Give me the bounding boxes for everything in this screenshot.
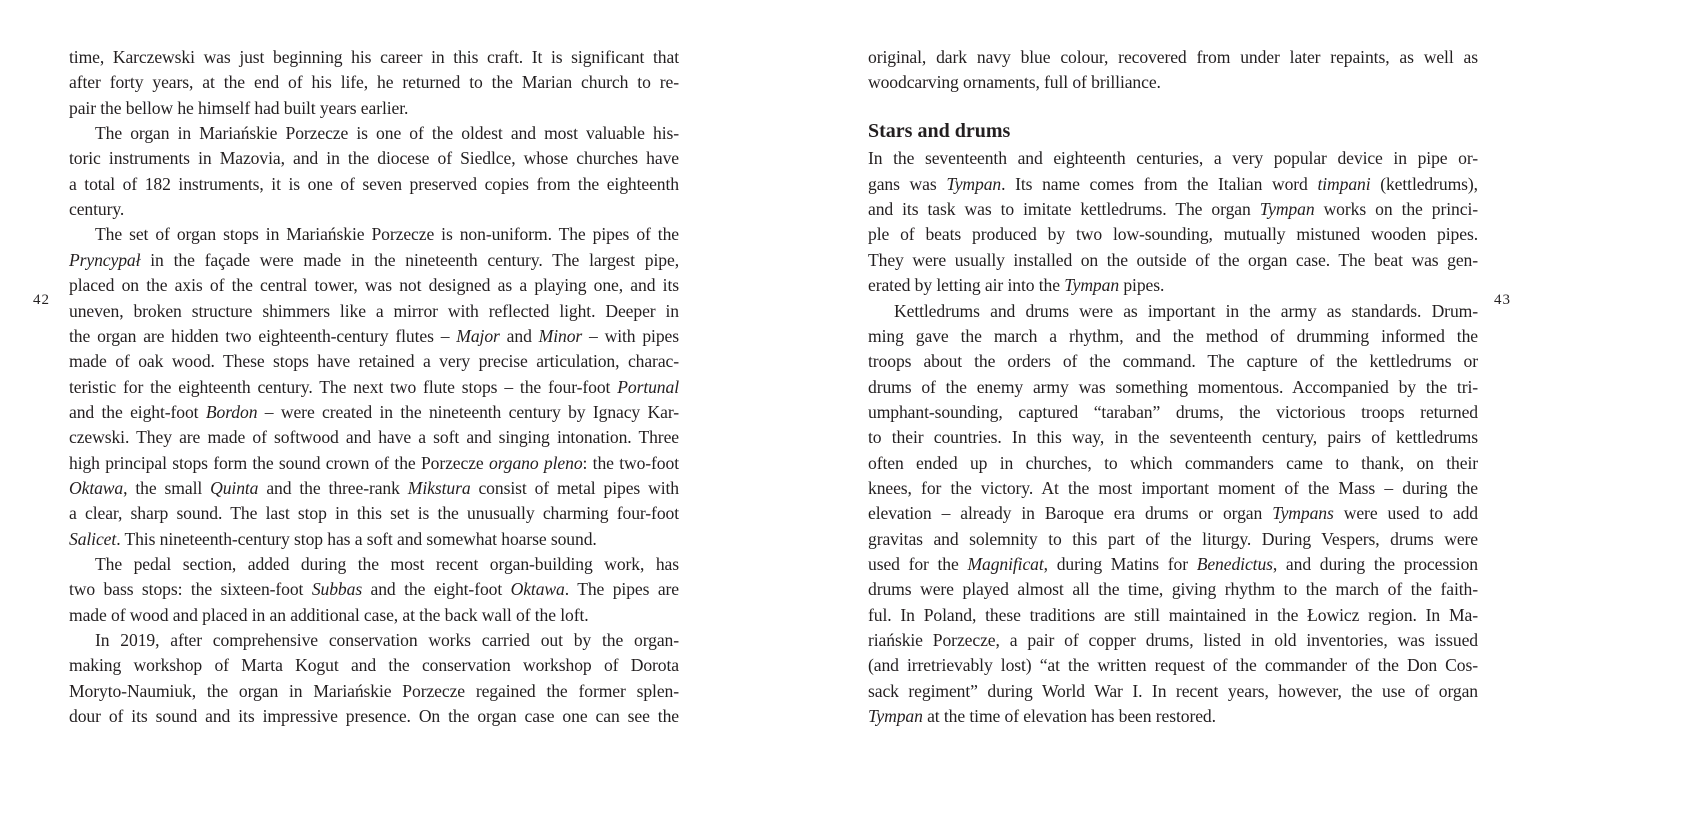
text-line: Pryncypał in the façade were made in the nineteenth century. The largest pipe, <box>69 249 679 270</box>
text-line: elevation – already in Baroque era drums or organ Tympans were used to add <box>868 503 1478 524</box>
text-line: ple of beats produced by two low-sounding, mutually mistuned wooden pipes. <box>868 224 1478 245</box>
text-line: a clear, sharp sound. The last stop in this set is the unusually charming four-foot <box>69 503 679 524</box>
text-line: They were usually installed on the outside of the organ case. The beat was gen- <box>868 249 1478 270</box>
text-line: high principal stops form the sound crown of the Porzecze organo pleno: the two-foot <box>69 452 679 473</box>
text-line: The set of organ stops in Mariańskie Porzecze is non-uniform. The pipes of the <box>95 224 679 245</box>
text-line: erated by letting air into the Tympan pipes. <box>868 275 1165 296</box>
text-line: The organ in Mariańskie Porzecze is one of the oldest and most valuable his- <box>95 123 679 144</box>
text-line: the organ are hidden two eighteenth-century flutes – Major and Minor – with pipes <box>69 325 680 346</box>
text-line: drums were played almost all the time, giving rhythm to the march of the faith- <box>868 579 1478 600</box>
text-line: after forty years, at the end of his life, he returned to the Marian church to re- <box>69 72 679 93</box>
text-line: making workshop of Marta Kogut and the conservation workshop of Dorota <box>69 655 679 676</box>
text-line: In 2019, after comprehensive conservation works carried out by the organ- <box>95 630 679 651</box>
text-line: ming gave the march a rhythm, and the method of drumming informed the <box>868 325 1478 346</box>
text-line: Oktawa, the small Quinta and the three-rank Mikstura consist of metal pipes with <box>69 477 679 498</box>
text-line: umphant-sounding, captured “taraban” drums, the victorious troops returned <box>868 401 1478 422</box>
text-line: century. <box>69 199 125 220</box>
text-line: troops about the orders of the command. The capture of the kettledrums or <box>868 351 1478 372</box>
text-line: knees, for the victory. At the most important moment of the Mass – during the <box>868 477 1478 498</box>
text-line: made of oak wood. These stops have retained a very precise articulation, charac- <box>69 351 679 372</box>
text-line: original, dark navy blue colour, recovered from under later repaints, as well as <box>868 47 1478 67</box>
right-page <box>780 0 1680 829</box>
text-line: Tympan at the time of elevation has been restored. <box>868 706 1216 727</box>
text-line: woodcarving ornaments, full of brilliance. <box>868 72 1161 93</box>
text-line: ful. In Poland, these traditions are still maintained in the Łowicz region. In Ma- <box>868 604 1478 625</box>
section-heading: Stars and drums <box>868 120 1011 142</box>
left-page <box>0 0 780 829</box>
text-line: (and irretrievably lost) “at the written request of the commander of the Don Cos- <box>868 655 1478 676</box>
page-number-right: 43 <box>1494 292 1511 308</box>
text-line: often ended up in churches, to which commanders came to thank, on their <box>868 452 1478 473</box>
text-line: In the seventeenth and eighteenth centuries, a very popular device in pipe or- <box>868 148 1478 169</box>
text-line: uneven, broken structure shimmers like a mirror with reflected light. Deeper in <box>69 300 679 321</box>
text-line: riańskie Porzecze, a pair of copper drums, listed in old inventories, was issued <box>868 630 1478 651</box>
text-line: time, Karczewski was just beginning his career in this craft. It is significant that <box>69 47 679 67</box>
text-line: gans was Tympan. Its name comes from the Italian word timpani (kettledrums), <box>868 173 1478 194</box>
text-line: toric instruments in Mazovia, and in the diocese of Siedlce, whose churches have <box>69 148 679 169</box>
text-line: a total of 182 instruments, it is one of seven preserved copies from the eighteenth <box>69 173 679 194</box>
text-line: used for the Magnificat, during Matins for Benedictus, and during the procession <box>868 554 1478 574</box>
text-line: Moryto-Naumiuk, the organ in Mariańskie Porzecze regained the former splen- <box>69 680 679 701</box>
text-line: to their countries. In this way, in the seventeenth century, pairs of kettledrums <box>868 427 1478 448</box>
text-line: two bass stops: the sixteen-foot Subbas and the eight-foot Oktawa. The pipes are <box>69 579 679 600</box>
text-line: drums of the enemy army was something momentous. Accompanied by the tri- <box>868 376 1478 397</box>
text-line: gravitas and solemnity to this part of the liturgy. During Vespers, drums were <box>868 528 1478 549</box>
page-number-left: 42 <box>33 292 50 308</box>
text-line: and the eight-foot Bordon – were created in the nineteenth century by Ignacy Kar- <box>69 401 680 422</box>
text-line: dour of its sound and its impressive presence. On the organ case one can see the <box>69 706 679 727</box>
text-line: pair the bellow he himself had built years earlier. <box>69 97 409 118</box>
text-line: made of wood and placed in an additional case, at the back wall of the loft. <box>69 604 589 625</box>
text-line: Salicet. This nineteenth-century stop has a soft and somewhat hoarse sound. <box>69 528 597 549</box>
text-line: Kettledrums and drums were as important in the army as standards. Drum- <box>894 300 1478 321</box>
text-line: sack regiment” during World War I. In recent years, however, the use of organ <box>868 680 1478 701</box>
text-line: placed on the axis of the central tower, was not designed as a playing one, and its <box>69 275 679 296</box>
text-line: The pedal section, added during the most recent organ-building work, has <box>95 554 679 574</box>
text-line: czewski. They are made of softwood and have a soft and singing intonation. Three <box>69 427 679 448</box>
text-line: and its task was to imitate kettledrums. The organ Tympan works on the princi- <box>868 199 1479 220</box>
text-line: teristic for the eighteenth century. The next two flute stops – the four-foot Portunal <box>69 376 679 397</box>
